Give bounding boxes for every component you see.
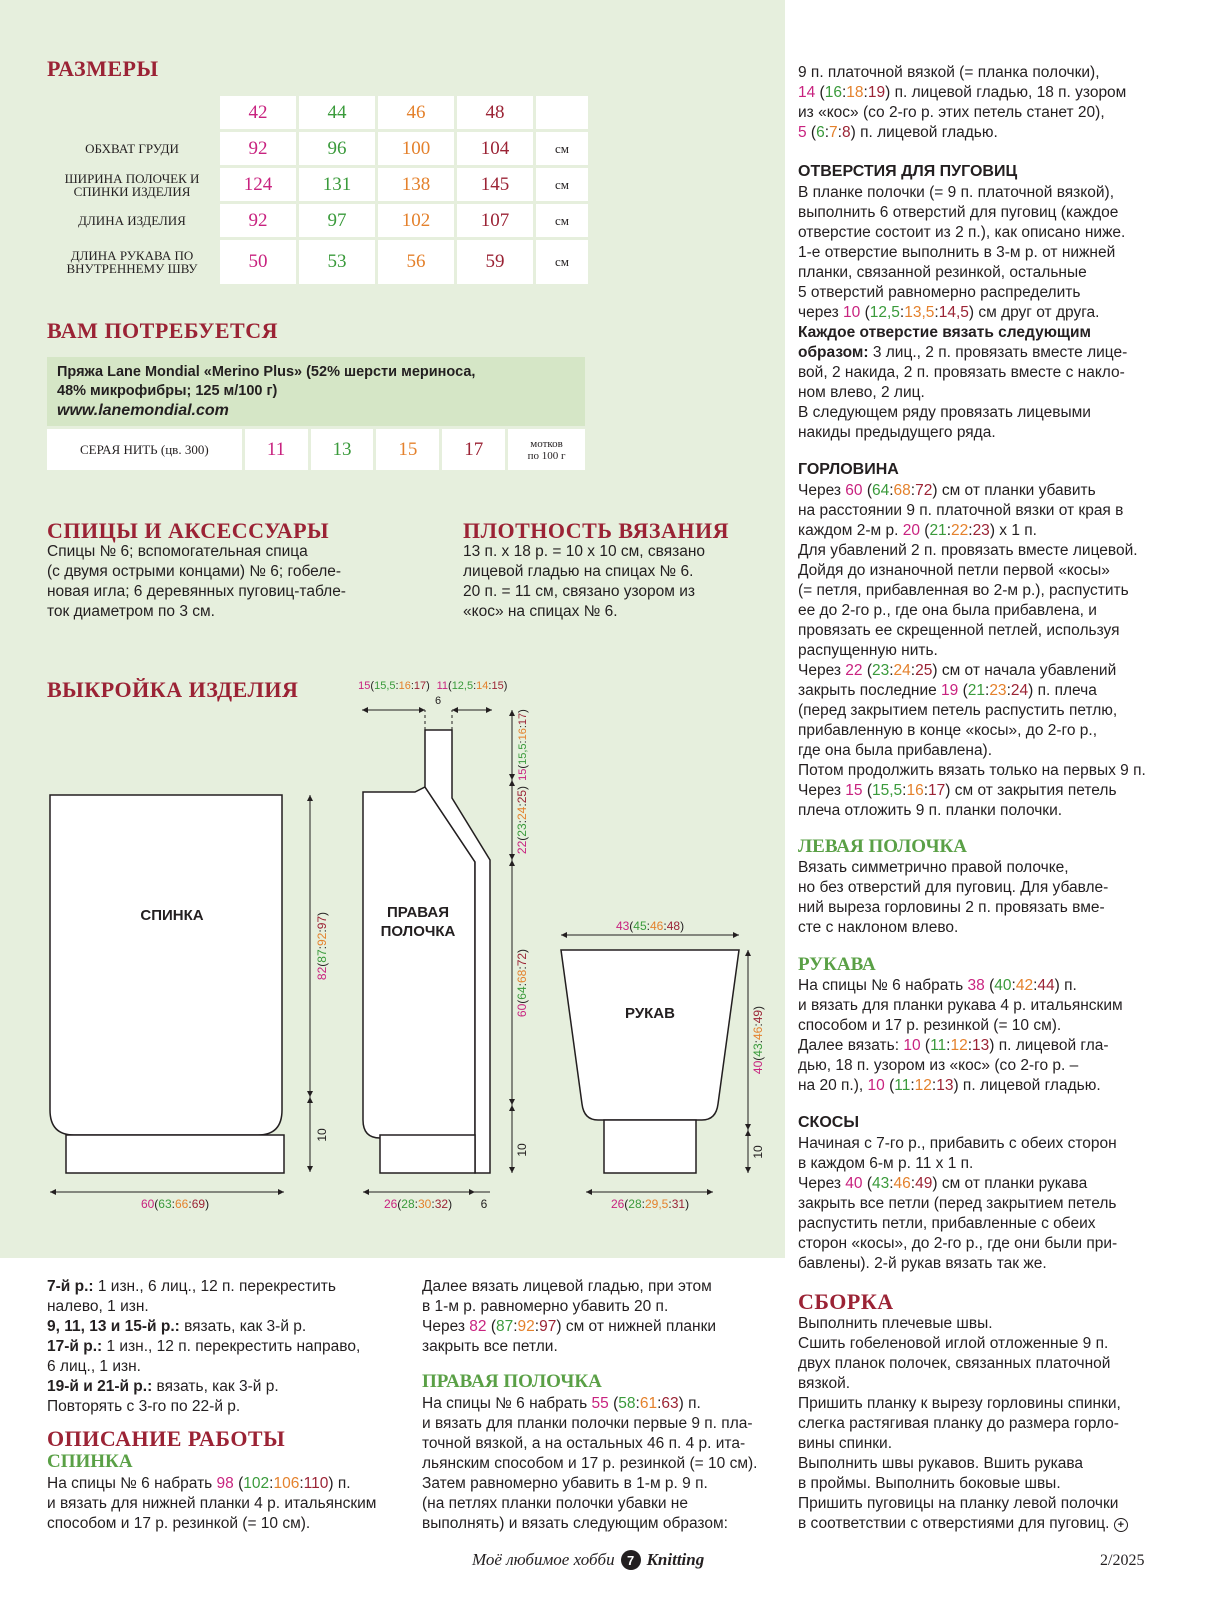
dim-collar-label: 6 (434, 695, 442, 707)
v: 25 (515, 789, 529, 804)
cell: 145 (457, 168, 533, 201)
v: 11 (436, 680, 449, 692)
neck-heading: ГОРЛОВИНА (798, 461, 899, 478)
text-line: в соответствии с отверстиями для пуговиц. + (798, 1514, 1198, 1534)
text-line: Потом продолжить вязать только на первых 9 п. (798, 762, 1146, 779)
text-line: двух планок полочек, связанных платочной (798, 1355, 1111, 1372)
text-line: ний выреза горловины 2 п. провязать вме- (798, 899, 1105, 916)
text-line: (= петля, прибавленная во 2-м р.), распустить (798, 582, 1129, 599)
pattern-row: 19-й и 21-й р.: вязать, как 3-й р. (47, 1378, 279, 1395)
text-line: На спицы № 6 набрать 55 (58:61:63) п. (422, 1395, 701, 1412)
schematic-heading: ВЫКРОЙКА ИЗДЕЛИЯ (47, 677, 299, 702)
text-line: льянским способом и 17 р. резинкой (= 10 см). (422, 1455, 758, 1472)
text-line: 5 отверстий равномерно распределить (798, 284, 1081, 301)
assembly-heading: СБОРКА (798, 1289, 894, 1314)
cell: 107 (457, 204, 533, 237)
text-line: плеча отложить 9 п. планки полочки. (798, 802, 1063, 819)
magazine-name: Моё любимое хобби (472, 1550, 615, 1569)
dim-front-width-label: 26(28:30:32) (383, 1197, 453, 1211)
text-line: В планке полочки (= 9 п. платочной вязкой), (798, 184, 1114, 201)
bevel-heading: СКОСЫ (798, 1114, 859, 1131)
pattern-rows (47, 1277, 417, 1417)
text-line: выполнить 6 отверстий для пуговиц (каждое (798, 204, 1119, 221)
v: 82 (315, 966, 329, 981)
sleeves-heading: РУКАВА (798, 954, 876, 975)
v: 43 (751, 1043, 765, 1057)
text-line: накиды предыдущего ряда. (798, 424, 996, 441)
left-front-text (798, 858, 1198, 938)
dim-back-height-label: 82(87:92:97) (315, 911, 329, 981)
cell: 56 (378, 240, 454, 284)
dim-sleeve-height-label: 40(43:46:49) (751, 1005, 765, 1075)
v: 22 (515, 840, 529, 855)
needles-text (47, 542, 346, 622)
text-line: В следующем ряду провязать лицевыми (798, 404, 1091, 421)
v: 15 (358, 680, 371, 692)
gauge-heading: ПЛОТНОСТЬ ВЯЗАНИЯ (463, 518, 729, 543)
text-line: Дойдя до изнаночной петли первой «косы» (798, 562, 1110, 579)
sizes-row (47, 240, 588, 284)
back-piece (50, 795, 282, 1135)
text-line: Каждое отверстие вязать следующим (798, 324, 1092, 341)
v: 40 (751, 1060, 765, 1075)
cell: 50 (220, 240, 296, 284)
text-line: Выполнить плечевые швы. (798, 1315, 993, 1332)
text-line: 14 (16:18:19) п. лицевой гладью, 18 п. узором (798, 84, 1127, 101)
text-line: Через 22 (23:24:25) см от начала убавлений (798, 662, 1117, 679)
cell: 100 (378, 132, 454, 165)
text-line: Далее вязать: 10 (11:12:13) п. лицевой гла- (798, 1037, 1109, 1054)
yarn-line-2: 48% микрофибры; 125 м/100 г) (57, 383, 278, 399)
right-front-text (422, 1394, 782, 1534)
text-line: 9 п. платочной вязкой (= планка полочки), (798, 64, 1100, 81)
yarn-box (47, 357, 585, 426)
v: 17 (517, 712, 529, 726)
sizes-header-row (47, 96, 588, 129)
v: 26 (383, 1197, 398, 1211)
text-line: Начиная с 7-го р., прибавить с обеих сторон (798, 1135, 1117, 1152)
sizes-row (47, 204, 588, 237)
text-line: (на петлях планки полочки убавки не (422, 1495, 688, 1512)
v: 46 (650, 919, 664, 933)
v: 16 (517, 728, 529, 741)
text-line: закрыть последние 19 (21:23:24) п. плеча (798, 682, 1097, 699)
pattern-row: налево, 1 изн. (47, 1298, 149, 1315)
pattern-schematic (0, 680, 785, 1215)
amount: 15 (376, 429, 439, 470)
amount-unit-2: по 100 г (527, 449, 566, 462)
text-line: в 1-м р. равномерно убавить 20 п. (422, 1298, 669, 1315)
sizes-heading: РАЗМЕРЫ (47, 56, 159, 81)
gauge-line: 13 п. х 18 р. = 10 х 10 см, связано (463, 543, 706, 560)
text-line: Пришить планку к вырезу горловины спинки, (798, 1395, 1121, 1412)
dim-front-band-h-label: 10 (515, 1143, 529, 1157)
text-line: но без отверстий для пуговиц. Для убавле- (798, 879, 1109, 896)
text-line: Далее вязать лицевой гладью, при этом (422, 1278, 712, 1295)
text-line: Сшить гобеленовой иглой отложенные 9 п. (798, 1335, 1109, 1352)
v: 15,5 (374, 680, 396, 692)
issue-badge: 7 (621, 1550, 641, 1570)
v: 16 (398, 680, 411, 692)
v: 49 (751, 1009, 765, 1024)
v: 15,5 (517, 743, 529, 765)
text-line: На спицы № 6 набрать 38 (40:42:44) п. (798, 977, 1077, 994)
amount: 13 (311, 429, 374, 470)
text-line: способом и 17 р. резинкой (= 10 см). (798, 1017, 1062, 1034)
dim-front-top-label: 15(15,5:16:17) (517, 709, 529, 781)
text-line: образом: 3 лиц., 2 п. провязать вместе лице- (798, 344, 1128, 361)
text-line: через 10 (12,5:13,5:14,5) см друг от друга. (798, 304, 1100, 321)
v: 29,5 (645, 1197, 669, 1211)
amount: 11 (245, 429, 308, 470)
cell: 59 (457, 240, 533, 284)
unit: см (536, 168, 588, 201)
text-line: распущенную нить. (798, 642, 938, 659)
text-line: и вязать для планки полочки первые 9 п. пла- (422, 1415, 753, 1432)
sleeve-band (604, 1120, 696, 1173)
left-front-heading: ЛЕВАЯ ПОЛОЧКА (798, 836, 968, 857)
size-col-4: 48 (457, 96, 533, 129)
v: 87 (315, 949, 329, 963)
front-piece (363, 787, 475, 1138)
text-line: Через 60 (64:68:72) см от планки убавить (798, 482, 1096, 499)
assembly-text (798, 1314, 1198, 1534)
text-line: из «кос» (со 2-го р. этих петель станет 20), (798, 104, 1105, 121)
v: 23 (515, 823, 529, 837)
neck-text (798, 481, 1198, 821)
text-line: сторон «косы», до 2-го р., где они были при- (798, 1235, 1118, 1252)
v: 97 (315, 915, 329, 930)
cell: 53 (299, 240, 375, 284)
dim-neck-label: 11(12,5:14:15) (436, 680, 508, 692)
text-line: Выполнить швы рукавов. Вшить рукава (798, 1455, 1084, 1472)
v: 15 (491, 680, 504, 692)
dim-sleeve-top-label: 43(45:46:48) (615, 919, 685, 933)
cell: 102 (378, 204, 454, 237)
materials-heading: ВАМ ПОТРЕБУЕТСЯ (47, 318, 278, 343)
text-line: и вязать для планки рукава 4 р. итальянским (798, 997, 1123, 1014)
text-line: Пришить пуговицы на планку левой полочки (798, 1495, 1119, 1512)
text-line: каждом 2-м р. 20 (21:22:23) х 1 п. (798, 522, 1037, 539)
right-front-heading: ПРАВАЯ ПОЛОЧКА (422, 1371, 602, 1392)
text-line: 5 (6:7:8) п. лицевой гладью. (798, 124, 998, 141)
text-line: в проймы. Выполнить боковые швы. (798, 1475, 1061, 1492)
cell: 104 (457, 132, 533, 165)
text-line: вой, 2 накида, 2 п. провязать вместе с накло- (798, 364, 1125, 381)
cell: 96 (299, 132, 375, 165)
v: 68 (515, 969, 529, 983)
materials-block (47, 357, 585, 470)
footer-brand (472, 1550, 704, 1570)
unit-empty (536, 96, 588, 129)
needles-line: ток диаметром по 3 см. (47, 603, 215, 620)
v: 69 (191, 1197, 206, 1211)
text-line: закрыть все петли (перед закрытием петель (798, 1195, 1117, 1212)
gauge-text (463, 542, 705, 622)
text-line: Затем равномерно убавить в 1-м р. 9 п. (422, 1475, 708, 1492)
text-line: распустить петли, прибавленные с обеих (798, 1215, 1096, 1232)
dim-front-neck-label: 22(23:24:25) (515, 785, 529, 855)
row-label: ОБХВАТ ГРУДИ (47, 132, 217, 165)
row-label: ШИРИНА ПОЛОЧЕК И СПИНКИ ИЗДЕЛИЯ (47, 168, 217, 201)
needles-line: новая игла; 6 деревянных пуговиц-табле- (47, 583, 346, 600)
issue-date: 2/2025 (1100, 1552, 1145, 1569)
needles-heading: СПИЦЫ И АКСЕССУАРЫ (47, 518, 330, 543)
v: 66 (175, 1197, 189, 1211)
text-line: и вязать для нижней планки 4 р. итальянским (47, 1495, 377, 1512)
sizes-row (47, 168, 588, 201)
back-heading: СПИНКА (47, 1451, 133, 1472)
text-line: сте с наклоном влево. (798, 919, 959, 936)
text-line: прибавленную в конце «косы», до 2-го р., (798, 722, 1098, 739)
text-line: на 20 п.), 10 (11:12:13) п. лицевой гладью. (798, 1077, 1101, 1094)
v: 43 (615, 919, 630, 933)
amount: 17 (442, 429, 505, 470)
sleeve-piece (561, 950, 739, 1120)
yarn-line-1: Пряжа Lane Mondial «Merino Plus» (52% шерсти мериноса, (57, 364, 476, 380)
gauge-line: «кос» на спицах № 6. (463, 603, 618, 620)
text-line: вязкой. (798, 1375, 851, 1392)
v: 15 (517, 768, 529, 781)
text-line: Через 82 (87:92:97) см от нижней планки (422, 1318, 717, 1335)
text-line: закрыть все петли. (422, 1338, 558, 1355)
size-col-3: 46 (378, 96, 454, 129)
unit: см (536, 204, 588, 237)
v: 32 (434, 1197, 449, 1211)
text-line: точной вязкой, а на остальных 46 п. 4 р. ита- (422, 1435, 746, 1452)
yarn-url: www.lanemondial.com (57, 402, 229, 419)
text-line: бавлены). 2-й рукав вязать так же. (798, 1255, 1047, 1272)
cell: 97 (299, 204, 375, 237)
text-line: на расстоянии 9 п. платочной вязки от края в (798, 502, 1124, 519)
text-line: (перед закрытием петель распустить петлю, (798, 702, 1118, 719)
text-line: дью, 18 п. узором из «кос» (со 2-го р. – (798, 1057, 1079, 1074)
dim-band-label: 10 (315, 1128, 329, 1142)
text-line: Вязать симметрично правой полочке, (798, 859, 1069, 876)
text-line: ном влево, 2 лиц. (798, 384, 925, 401)
v: 60 (515, 1003, 529, 1018)
bevel-text (798, 1134, 1198, 1274)
sizes-table (44, 93, 591, 287)
text-line: слегка растягивая планку до размера горло- (798, 1415, 1119, 1432)
v: 60 (140, 1197, 155, 1211)
dim-front-lower-label: 60(64:68:72) (515, 948, 529, 1018)
pattern-row: Повторять с 3-го по 22-й р. (47, 1398, 241, 1415)
v: 48 (666, 919, 681, 933)
text-line: способом и 17 р. резинкой (= 10 см). (47, 1515, 311, 1532)
buttonholes-heading: ОТВЕРСТИЯ ДЛЯ ПУГОВИЦ (798, 163, 1018, 180)
back-text (47, 1474, 417, 1534)
text-line: где она была прибавлена). (798, 742, 993, 759)
sleeve-label: РУКАВ (625, 1005, 675, 1022)
front-label-2: ПОЛОЧКА (380, 923, 456, 940)
back-band (66, 1135, 284, 1173)
text-line: Через 40 (43:46:49) см от планки рукава (798, 1175, 1088, 1192)
text-line: отверстие состоит из 2 п.), как описано ниже. (798, 224, 1126, 241)
v: 12,5 (451, 680, 474, 692)
text-line: планки, связанной резинкой, остальные (798, 264, 1087, 281)
sizes-row (47, 132, 588, 165)
unit: см (536, 132, 588, 165)
v: 14 (476, 680, 489, 692)
end-mark-icon: + (1114, 1518, 1128, 1532)
dim-sleeve-band-label: 10 (751, 1145, 765, 1159)
text-line: На спицы № 6 набрать 98 (102:106:110) п. (47, 1475, 351, 1492)
work-heading: ОПИСАНИЕ РАБОТЫ (47, 1426, 286, 1451)
text-line: выполнять) и вязать следующим образом: (422, 1515, 728, 1532)
v: 31 (671, 1197, 686, 1211)
cell: 92 (220, 204, 296, 237)
cell: 138 (378, 168, 454, 201)
amount-unit (508, 429, 585, 470)
front-label-1: ПРАВАЯ (387, 904, 449, 921)
cell: 131 (299, 168, 375, 201)
text-line: провязать ее скрещенной петлей, используя (798, 622, 1120, 639)
v: 64 (515, 986, 529, 1000)
back-label: СПИНКА (140, 907, 204, 924)
size-col-1: 42 (220, 96, 296, 129)
needles-line: Спицы № 6; вспомогательная спица (47, 543, 308, 560)
front-band (380, 1135, 475, 1173)
needles-line: (с двумя острыми концами) № 6; гобеле- (47, 563, 342, 580)
v: 45 (633, 919, 647, 933)
v: 72 (515, 952, 529, 967)
yarn-amounts-row (47, 429, 585, 470)
size-col-2: 44 (299, 96, 375, 129)
text-line: Для убавлений 2 п. провязать вместе лицевой. (798, 542, 1138, 559)
v: 24 (515, 806, 529, 820)
text-line: вины спинки. (798, 1435, 893, 1452)
text-line: ее до 2-го р., где она была прибавлена, и (798, 602, 1097, 619)
dim-front-band-label: 6 (480, 1197, 488, 1211)
v: 30 (418, 1197, 432, 1211)
cell: 92 (220, 132, 296, 165)
pattern-row: 17-й р.: 1 изн., 12 п. перекрестить направо, (47, 1338, 361, 1355)
amount-unit-1: мотков (530, 437, 563, 450)
cell: 124 (220, 168, 296, 201)
sleeves-text (798, 976, 1198, 1096)
v: 92 (315, 932, 329, 946)
dim-shoulder-label: 15(15,5:16:17) (358, 680, 430, 692)
pattern-row: 6 лиц., 1 изн. (47, 1358, 141, 1375)
v: 17 (413, 680, 427, 692)
text-line: в каждом 6-м р. 11 х 1 п. (798, 1155, 974, 1172)
back-continued (422, 1277, 782, 1357)
sizes-corner (47, 96, 217, 129)
dim-back-width-label: 60(63:66:69) (140, 1197, 210, 1211)
row-label: ДЛИНА ИЗДЕЛИЯ (47, 204, 217, 237)
v: 28 (628, 1197, 642, 1211)
v: 28 (401, 1197, 415, 1211)
buttonholes-text (798, 183, 1198, 443)
dim-sleeve-bottom-label: 26(28:29,5:31) (610, 1197, 690, 1211)
section-name: Knitting (646, 1550, 705, 1569)
text-line: Через 15 (15,5:16:17) см от закрытия петель (798, 782, 1117, 799)
v: 26 (610, 1197, 625, 1211)
v: 46 (751, 1026, 765, 1040)
text-line: 1-е отверстие выполнить в 3-м р. от нижней (798, 244, 1116, 261)
v: 63 (158, 1197, 172, 1211)
yarn-color-label: СЕРАЯ НИТЬ (цв. 300) (47, 429, 242, 470)
row-label: ДЛИНА РУКАВА ПО ВНУТРЕННЕМУ ШВУ (47, 240, 217, 284)
pattern-row: 7-й р.: 1 изн., 6 лиц., 12 п. перекрестить (47, 1278, 336, 1295)
unit: см (536, 240, 588, 284)
gauge-line: 20 п. = 11 см, связано узором из (463, 583, 696, 600)
col3-top (798, 63, 1198, 143)
pattern-row: 9, 11, 13 и 15-й р.: вязать, как 3-й р. (47, 1318, 307, 1335)
gauge-line: лицевой гладью на спицах № 6. (463, 563, 694, 580)
